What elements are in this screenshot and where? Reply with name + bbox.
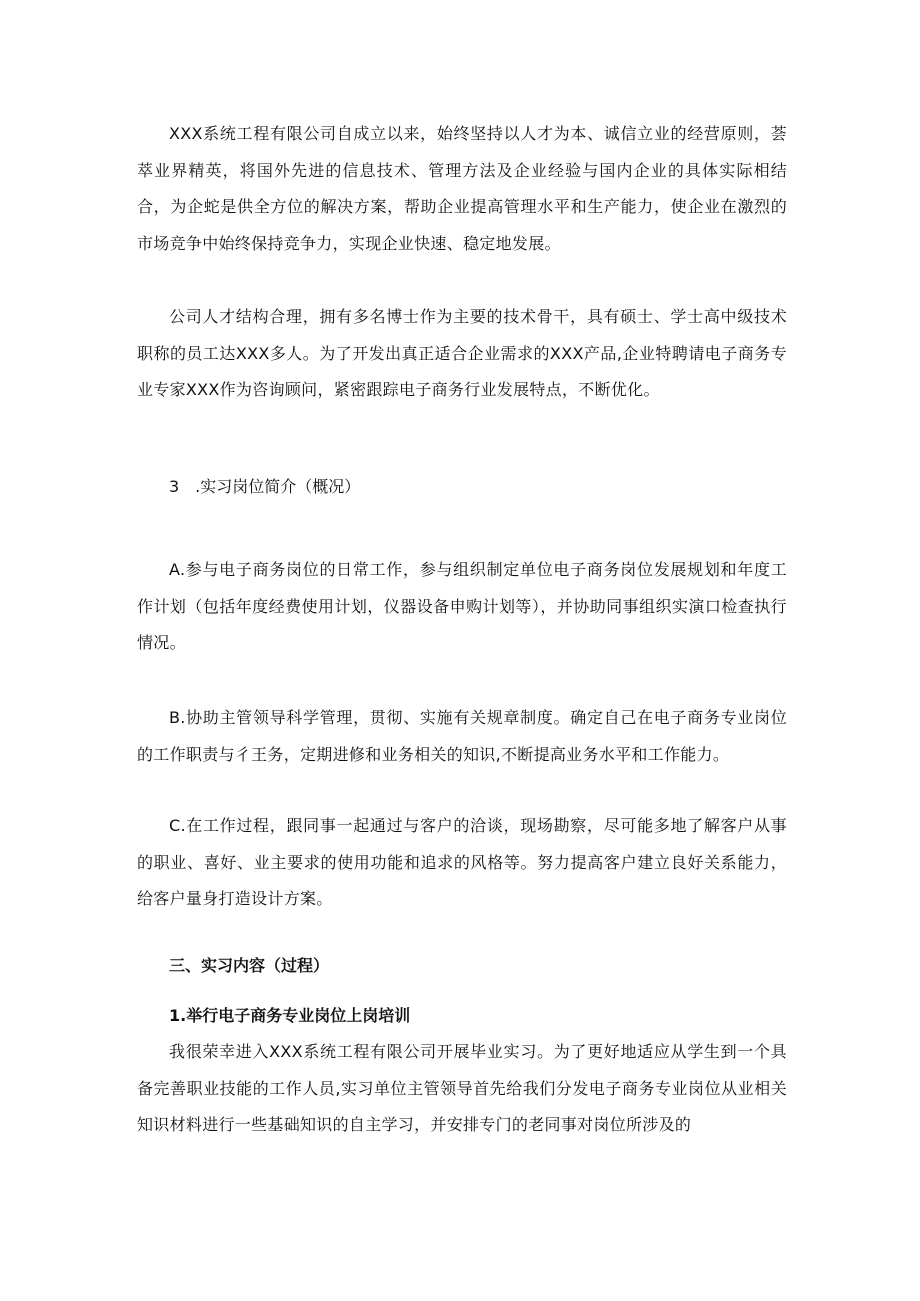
paragraph-company-intro: XXX系统工程有限公司自成立以来，始终坚持以人才为本、诚信立业的经营原则，荟萃业界精英，将国外先进的信息技术、管理方法及企业经验与国内企业的具体实际相结合，为企蛇是供全方位的解决方案，帮助企业提高管理水平和生产能力，使企业在激烈的市场竞争中始终保持竞争力，实现企业快速、稳定地发展。 [137,124,787,253]
section-3-heading: 3 .实习岗位简介（概况） [169,477,361,496]
paragraph-duty-a: A.参与电子商务岗位的日常工作，参与组织制定单位电子商务岗位发展规划和年度工作计划（包括年度经费使用计划，仪器设备申购计划等），并协助同事组织实演口检查执行情况。 [137,560,787,652]
paragraph-training: 我很荣幸进入XXX系统工程有限公司开展毕业实习。为了更好地适应从学生到一个具备完善职业技能的工作人员,实习单位主管领导首先给我们分发电子商务专业岗位从业相关知识材料进行一些基础知识的自主学习，并安排专门的老同事对岗位所涉及的 [137,1042,787,1134]
paragraph-company-talent: 公司人才结构合理，拥有多名博士作为主要的技术骨干，具有硕士、学士高中级技术职称的员工达XXX多人。为了开发出真正适合企业需求的XXX产品,企业特聘请电子商务专业专家XXX作为咨询顾问，紧密跟踪电子商务行业发展特点，不断优化。 [137,307,787,399]
section-three-heading: 三、实习内容（过程） [169,956,330,975]
paragraph-duty-b: B.协助主管领导科学管理，贯彻、实施有关规章制度。确定自己在电子商务专业岗位的工作职责与彳王务，定期进修和业务相关的知识,不断提高业务水平和工作能力。 [137,708,787,764]
paragraph-duty-c: C.在工作过程，跟同事一起通过与客户的洽谈，现场勘察，尽可能多地了解客户从事的职业、喜好、业主要求的使用功能和追求的风格等。努力提高客户建立良好关系能力，给客户量身打造设计方案。 [137,816,787,908]
subsection-1-heading: 1.举行电子商务专业岗位上岗培训 [169,1006,411,1025]
